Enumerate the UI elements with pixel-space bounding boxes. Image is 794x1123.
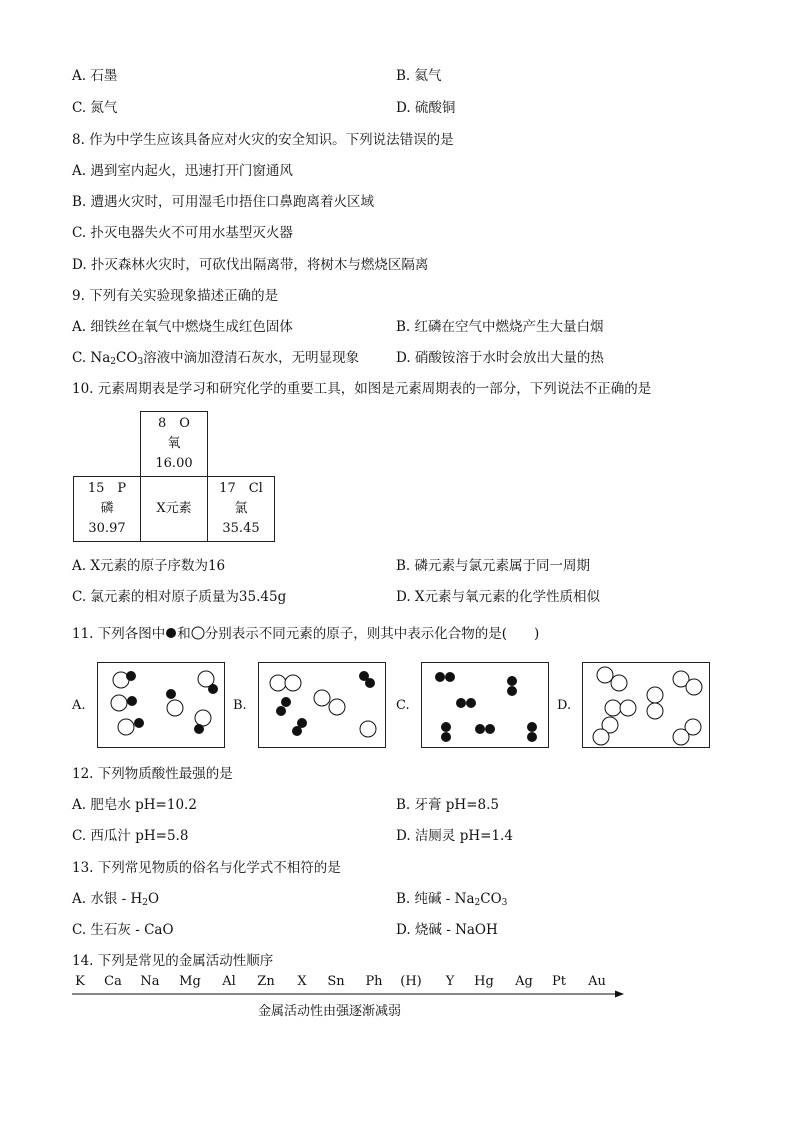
q9-option-b: B. 红磷在空气中燃烧产生大量白烟 [396,319,604,335]
oxygen-name: 氧 [167,436,181,451]
q9-option-d: D. 硝酸铵溶于水时会放出大量的热 [396,350,604,366]
q8-option-b: B. 遭遇火灾时，可用湿毛巾捂住口鼻跑离着火区域 [72,194,375,210]
metal-symbol: Au [588,974,606,989]
chlorine-mass: 35.45 [222,521,260,536]
q13-option-d: D. 烧碱 - NaOH [396,922,498,938]
particle-box-a [97,662,225,748]
hollow-atom-icon [191,626,205,640]
cell-oxygen [140,411,208,477]
q14-stem: 14. 下列是常见的金属活动性顺序 [72,953,274,969]
q12-option-a: A. 肥皂水 pH=10.2 [72,797,197,813]
q13-option-c: C. 生石灰 - CaO [72,922,174,938]
q9-stem: 9. 下列有关实验现象描述正确的是 [72,288,279,304]
oxygen-mass: 16.00 [155,456,193,471]
metal-symbol: Na [140,974,160,989]
q8-option-d: D. 扑灭森林火灾时，可砍伐出隔离带，将树木与燃烧区隔离 [72,257,429,273]
cell-chlorine [207,476,275,542]
q7-option-a: A. 石墨 [72,68,118,84]
metal-symbol: (H) [400,974,422,989]
q11-label-d: D. [557,698,572,713]
x-element-name: X元素 [156,501,192,516]
q12-option-d: D. 洁厕灵 pH=1.4 [396,828,513,844]
metal-symbol: Mg [179,974,201,989]
q7-option-c: C. 氮气 [72,100,118,116]
metal-symbol: Ca [104,974,122,989]
metal-symbol: K [75,974,85,989]
q10-option-b: B. 磷元素与氯元素属于同一周期 [396,558,591,574]
phosphorus-mass: 30.97 [88,521,126,536]
oxygen-number-symbol: 8 O [158,416,190,431]
phosphorus-name: 磷 [100,501,114,516]
q9-option-a: A. 细铁丝在氧气中燃烧生成红色固体 [72,319,293,335]
particle-box-b [258,662,386,748]
q13-stem: 13. 下列常见物质的俗名与化学式不相符的是 [72,860,341,876]
q8-stem: 8. 作为中学生应该具备应对火灾的安全知识。下列说法错误的是 [72,132,454,148]
q13-option-b: B. 纯碱 - $Na_2CO_3$ [396,891,508,908]
activity-arrow-label: 金属活动性由强逐渐减弱 [258,1004,402,1019]
metal-symbol: Zn [257,974,275,989]
metal-symbol: X [297,974,307,989]
q12-stem: 12. 下列物质酸性最强的是 [72,766,233,782]
q10-stem: 10. 元素周期表是学习和研究化学的重要工具，如图是元素周期表的一部分，下列说法不正确的是 [72,381,652,397]
q12-option-b: B. 牙膏 pH=8.5 [396,797,499,813]
q11-label-c: C. [396,698,410,713]
q11-label-a: A. [72,698,86,713]
activity-arrow-icon [70,988,626,1000]
q10-option-a: A. X元素的原子序数为16 [72,558,226,574]
q8-option-c: C. 扑灭电器失火不可用水基型灭火器 [72,225,293,241]
phosphorus-number-symbol: 15 P [87,481,127,496]
filled-atom-icon [165,627,177,639]
q10-option-c: C. 氯元素的相对原子质量为35.45g [72,589,287,605]
q7-option-d: D. 硫酸铜 [396,100,456,116]
chlorine-name: 氯 [234,501,248,516]
cell-phosphorus [73,476,141,542]
metal-symbol: Pt [552,974,566,989]
metal-symbol: Hg [474,974,494,989]
q11-label-b: B. [233,698,247,713]
metal-symbol: Al [222,974,236,989]
q9-option-c: C. $Na_2CO_3$溶液中滴加澄清石灰水，无明显现象 [72,350,360,367]
chlorine-number-symbol: 17 Cl [219,481,263,496]
q10-option-d: D. X元素与氧元素的化学性质相似 [396,589,601,605]
metal-symbol: Sn [327,974,345,989]
q8-option-a: A. 遇到室内起火，迅速打开门窗通风 [72,163,293,179]
cell-x-element [140,476,208,542]
q12-option-c: C. 西瓜汁 pH=5.8 [72,828,189,844]
metal-symbol: Ag [515,974,533,989]
particle-box-d [582,662,710,748]
q13-option-a: A. 水银 - $H_2O$ [72,891,160,908]
metal-symbol: Ph [365,974,383,989]
q7-option-b: B. 氦气 [396,68,442,84]
particle-box-c [421,662,549,748]
q11-stem: 11. 下列各图中 和 分别表示不同元素的原子，则其中表示化合物的是( ) [72,626,540,642]
metal-symbol: Y [445,974,455,989]
